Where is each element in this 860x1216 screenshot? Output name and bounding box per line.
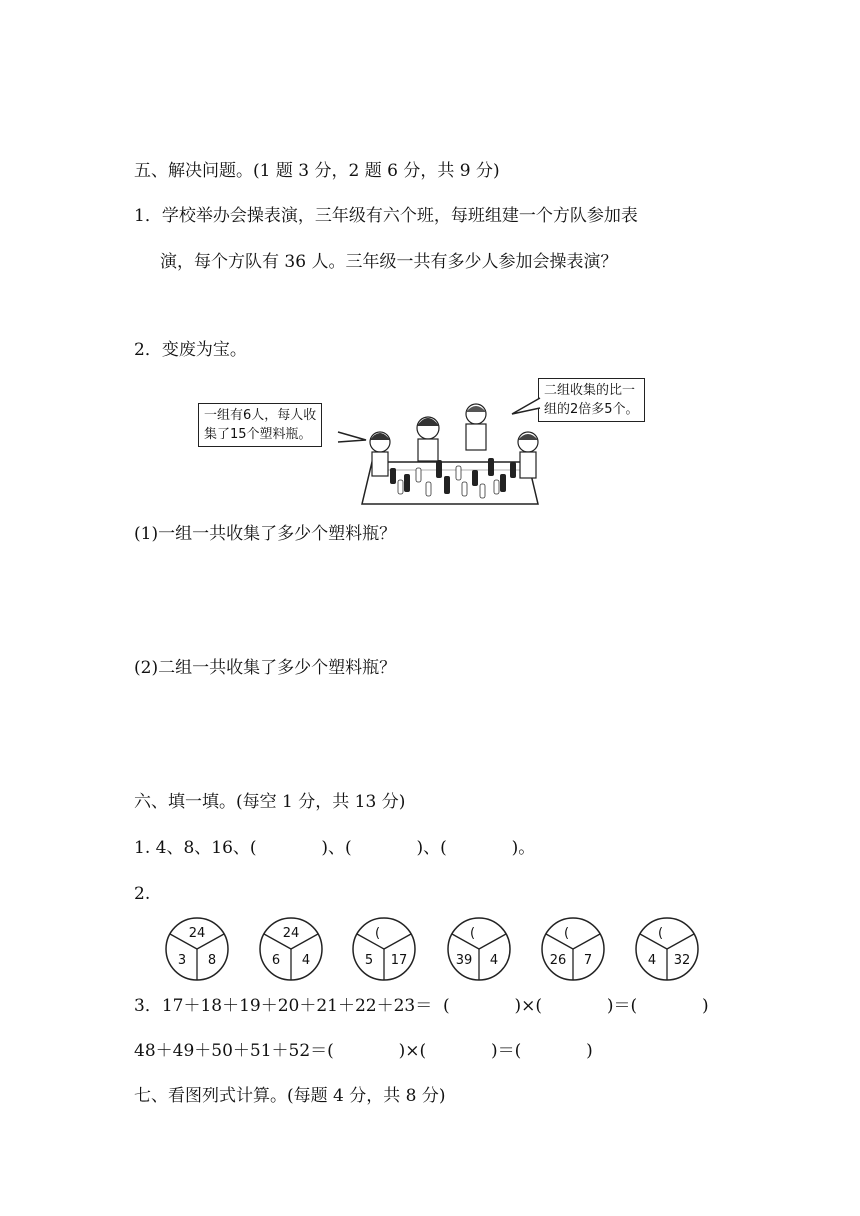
circle-left-value: 26 bbox=[549, 953, 567, 968]
number-circle-5 bbox=[540, 916, 606, 982]
children-with-bottles-illustration bbox=[360, 400, 540, 506]
section7-heading: 七、看图列式计算。(每题 4 分，共 8 分) bbox=[134, 1086, 446, 1106]
section5-heading: 五、解决问题。(1 题 3 分，2 题 6 分，共 9 分) bbox=[134, 161, 500, 181]
section6-heading: 六、填一填。(每空 1 分，共 13 分) bbox=[134, 792, 406, 812]
circle-left-value: 4 bbox=[647, 953, 657, 968]
circle-right-value: 17 bbox=[390, 953, 408, 968]
question1-line1: 1．学校举办会操表演，三年级有六个班，每班组建一个方队参加表 bbox=[134, 206, 638, 226]
circle-left-value: 39 bbox=[455, 953, 473, 968]
fill-question1: 1. 4、8、16、( )、( )、( )。 bbox=[134, 838, 536, 858]
fill-question3-line1: 3．17＋18＋19＋20＋21＋22＋23＝ ( )×( )＝( ) bbox=[134, 996, 709, 1016]
number-circle-4 bbox=[446, 916, 512, 982]
circle-top-value: ( bbox=[658, 926, 664, 941]
circle-left-value: 6 bbox=[271, 953, 281, 968]
speech-bubble-group1: 一组有6人，每人收 集了15个塑料瓶。 bbox=[198, 403, 322, 447]
question2-title: 2．变废为宝。 bbox=[134, 340, 247, 360]
circle-right-value: 4 bbox=[301, 953, 311, 968]
question2-sub2: (2)二组一共收集了多少个塑料瓶？ bbox=[134, 658, 397, 678]
circle-top-value: ( bbox=[470, 926, 476, 941]
number-circle-2 bbox=[258, 916, 324, 982]
fill-question2-label: 2. bbox=[134, 884, 151, 904]
circle-top-value: 24 bbox=[282, 926, 300, 941]
number-circle-3 bbox=[351, 916, 417, 982]
number-circle-6 bbox=[634, 916, 700, 982]
circle-right-value: 32 bbox=[673, 953, 691, 968]
number-circle-1 bbox=[164, 916, 230, 982]
circle-top-value: ( bbox=[375, 926, 381, 941]
question2-sub1: (1)一组一共收集了多少个塑料瓶？ bbox=[134, 524, 397, 544]
speech-bubble-group2: 二组收集的比一 组的2倍多5个。 bbox=[538, 378, 645, 422]
circle-right-value: 8 bbox=[207, 953, 217, 968]
circle-left-value: 3 bbox=[177, 953, 187, 968]
circle-right-value: 4 bbox=[489, 953, 499, 968]
circle-top-value: 24 bbox=[188, 926, 206, 941]
fill-question3-line2: 48＋49＋50＋51＋52＝( )×( )＝( ) bbox=[134, 1041, 593, 1061]
circle-left-value: 5 bbox=[364, 953, 374, 968]
circle-right-value: 7 bbox=[583, 953, 593, 968]
circle-top-value: ( bbox=[564, 926, 570, 941]
question1-line2: 演，每个方队有 36 人。三年级一共有多少人参加会操表演？ bbox=[160, 252, 618, 272]
